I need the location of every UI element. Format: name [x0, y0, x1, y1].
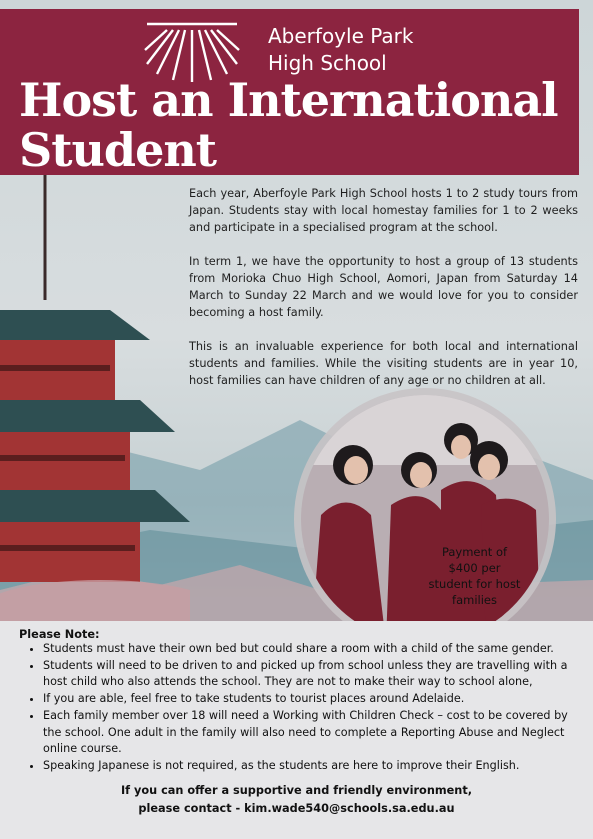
pagoda-illustration [0, 170, 190, 630]
note-item-2: • Students will need to be driven to and picked up from school unless they are travelling with a host child who also attends the school. They are not to make their way to school alone, [43, 658, 583, 691]
intro-text [189, 185, 578, 406]
notes-heading: Please Note: [19, 628, 100, 641]
notes-list [19, 641, 583, 775]
note-item-5: • Speaking Japanese is not required, as the students are here to improve their English. [43, 758, 583, 775]
contact-line1: If you can offer a supportive and friendly environment, [120, 784, 473, 797]
school-name [268, 23, 413, 77]
title-line2: Student [19, 123, 217, 177]
school-name-line1: Aberfoyle Park [268, 24, 414, 48]
intro-paragraph-1: Each year, Aberfoyle Park High School hosts 1 to 2 study tours from Japan. Students stay with local homestay families for 1 to 2 weeks and participate in a specialised program at the school. [189, 187, 578, 234]
note-item-3: • If you are able, feel free to take students to tourist places around Adelaide. [43, 691, 583, 708]
page-title [19, 75, 558, 175]
payment-callout: Payment of $400 per student for host families [428, 545, 521, 607]
note-item-1: • Students must have their own bed but could share a room with a child of the same gender. [43, 641, 583, 658]
title-line1: Host an International [19, 73, 558, 127]
contact-info [0, 782, 593, 818]
contact-line2: please contact - kim.wade540@schools.sa.edu.au [138, 802, 455, 815]
header-banner [0, 9, 579, 175]
intro-paragraph-2: In term 1, we have the opportunity to host a group of 13 students from Morioka Chuo High School, Aomori, Japan from Saturday 14 March to Sunday 22 March and we would love for you to consider becoming a host family. [189, 255, 578, 319]
school-name-line2: High School [268, 51, 387, 75]
intro-paragraph-3: This is an invaluable experience for both local and international students and families. While the visiting students are in year 10, host families can have children of any age or no children at all. [189, 340, 578, 387]
note-item-4: • Each family member over 18 will need a Working with Children Check – cost to be covered by the school. One adult in the family will also need to complete a Reporting Abuse and Neglect online course. [43, 708, 583, 758]
